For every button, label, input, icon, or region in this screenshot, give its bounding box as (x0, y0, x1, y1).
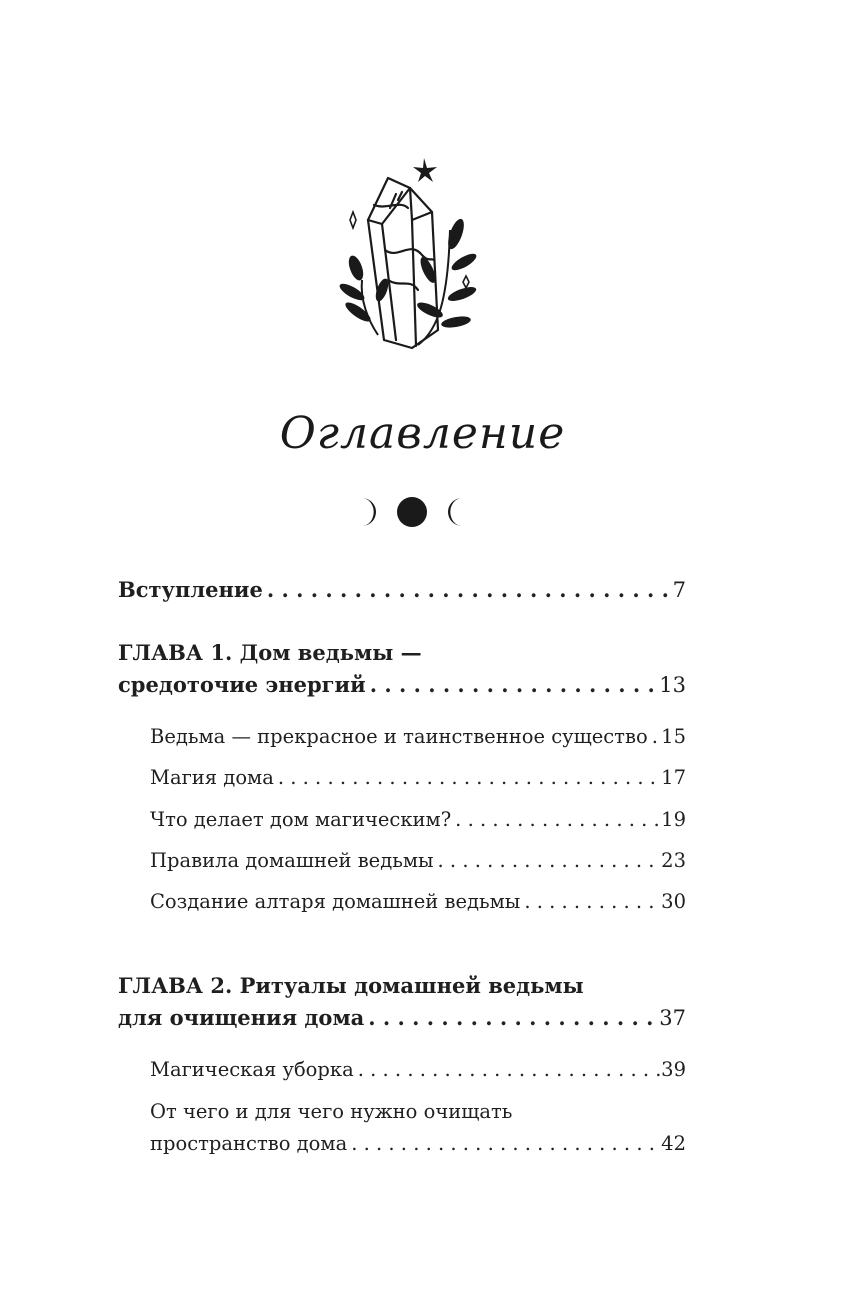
toc-entry[interactable]: Создание алтаря домашней ведьмы . . . 30 (150, 886, 686, 918)
toc-chapter-1[interactable]: ГЛАВА 1. Дом ведьмы — средоточие энергий . . . 13 (118, 637, 686, 701)
toc-entry[interactable]: Ведьма — прекрасное и таинственное существо . . . 15 (150, 721, 686, 753)
toc-chapter-2[interactable]: ГЛАВА 2. Ритуалы домашней ведьмы для очищения дома . . . 37 (118, 970, 686, 1034)
toc-entry[interactable]: От чего и для чего нужно очищать пространство дома . . . 42 (150, 1096, 686, 1160)
moon-phases-icon (352, 494, 472, 530)
page-title: Оглавление (279, 408, 566, 459)
crystal-leaves-illustration (338, 150, 488, 360)
toc-entry[interactable]: Правила домашней ведьмы . . . 23 (150, 845, 686, 877)
toc-entry-intro[interactable]: Вступление . . . 7 (118, 574, 686, 606)
toc-entry[interactable]: Магия дома . . . 17 (150, 762, 686, 794)
toc-entry[interactable]: Что делает дом магическим? . . . 19 (150, 804, 686, 836)
toc-entry[interactable]: Магическая уборка . . . 39 (150, 1054, 686, 1086)
